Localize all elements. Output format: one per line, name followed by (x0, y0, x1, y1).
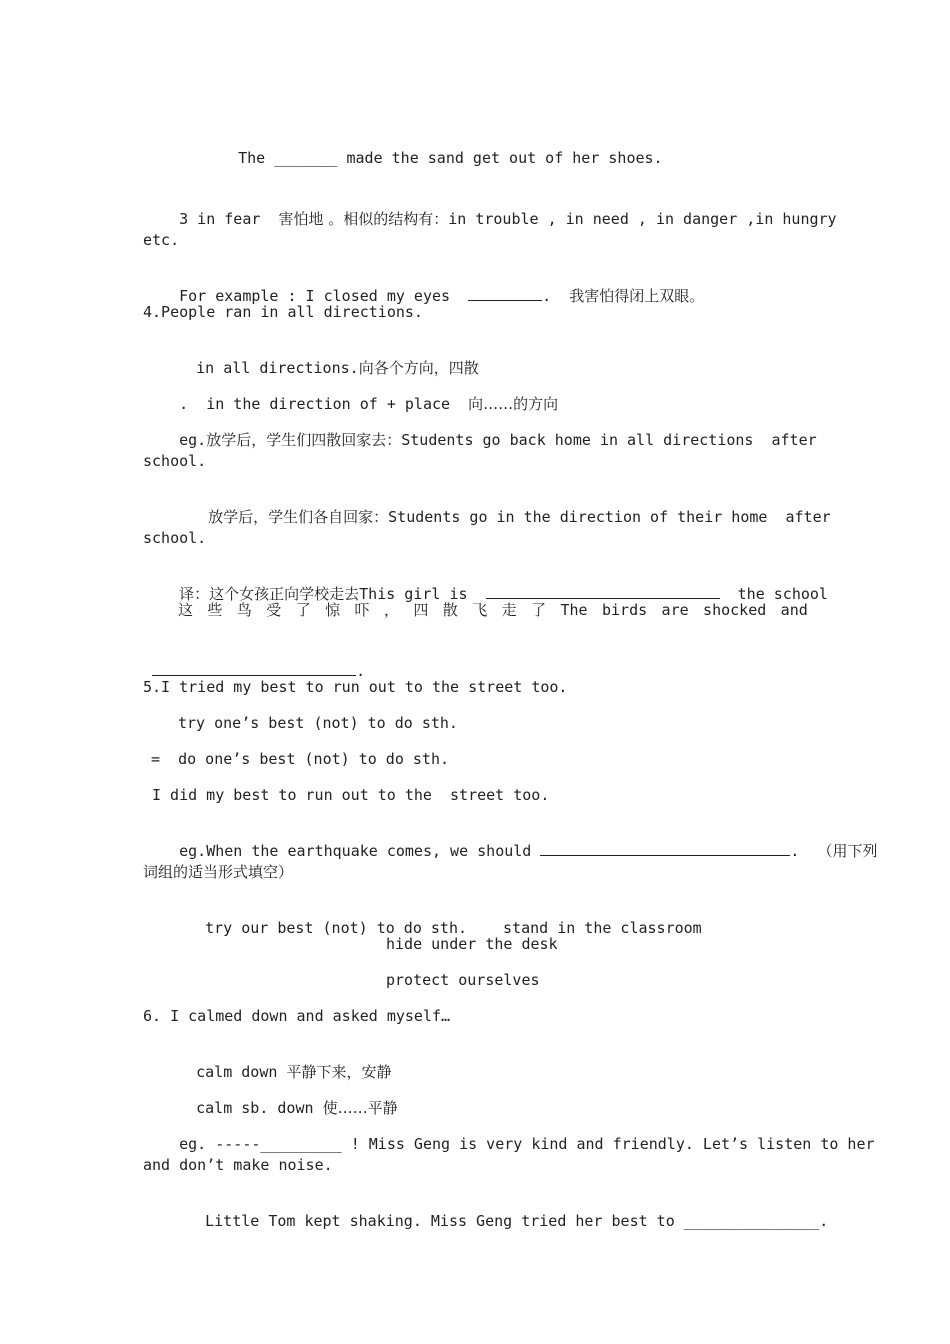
school-text: school. (143, 452, 207, 470)
sentence-little-tom: Little Tom kept shaking. Miss Geng tried her best to _______________. (205, 1212, 829, 1230)
word: 惊 (325, 601, 341, 619)
word: 些 (207, 601, 223, 619)
phrase-calm-sb-down: calm sb. down 使……平静 (196, 1099, 398, 1117)
blank: _______ (274, 149, 338, 167)
word: birds (601, 601, 648, 619)
phrase-in-all-directions: in all directions.向各个方向，四散 (196, 359, 479, 377)
instruction-text: 词组的适当形式填空） (143, 863, 294, 881)
answer-blank (468, 286, 542, 301)
item-5-heading: 5.I tried my best to run out to the street too. (143, 678, 568, 696)
for-example-line: For example : I closed my eyes . 我害怕得闭上双眼。 (179, 287, 705, 305)
word: 了 (531, 601, 547, 619)
example-miss-geng: eg. -----_________ ! Miss Geng is very kind and friendly. Let’s listen to her (179, 1135, 875, 1153)
word: 飞 (472, 601, 488, 619)
blank: _______________ (683, 1212, 820, 1230)
word: 四 (413, 601, 429, 619)
phrase-calm-down: calm down 平静下来，安静 (196, 1063, 392, 1081)
word: 这 (178, 601, 194, 619)
word: are (661, 601, 689, 619)
phrase-in-the-direction-of: . in the direction of + place 向……的方向 (179, 395, 559, 413)
phrase-option: hide under the desk (386, 935, 558, 953)
word: 散 (442, 601, 458, 619)
word: shocked (703, 601, 767, 619)
word: 吓 (354, 601, 370, 619)
word: 走 (501, 601, 517, 619)
sentence-sand: The _______ made the sand get out of her shoes. (238, 149, 663, 167)
example-earthquake: eg.When the earthquake comes, we should . （用下列 (179, 842, 878, 860)
etc-text: etc. (143, 231, 180, 249)
blank: _________ (260, 1135, 342, 1153)
phrase-option: protect ourselves (386, 971, 540, 989)
example-direction-of-home: 放学后，学生们各自回家：Students go in the direction of their home after (208, 508, 831, 526)
answer-blank (152, 661, 356, 676)
item-4-heading: 4.People ran in all directions. (143, 303, 423, 321)
school-text: school. (143, 529, 207, 547)
sentence-did-best: I did my best to run out to the street too. (152, 786, 550, 804)
phrase-do-best: = do one’s best (not) to do sth. (151, 750, 450, 768)
phrase-options-row: try our best (not) to do sth. stand in the classroom (205, 919, 702, 937)
word: ， (383, 601, 399, 619)
word: The (560, 601, 588, 619)
word: 了 (295, 601, 311, 619)
translate-birds-line (178, 600, 808, 620)
translate-girl-line: 译：这个女孩正向学校走去This girl is the school (179, 585, 828, 603)
phrase-try-best: try one’s best (not) to do sth. (178, 714, 458, 732)
item-3-in-fear: 3 in fear 害怕地 。相似的结构有：in trouble , in need , in danger ,in hungry (179, 210, 837, 228)
answer-blank (540, 841, 790, 856)
answer-blank (486, 584, 720, 599)
example-go-home-all-directions: eg.放学后，学生们四散回家去：Students go back home in all directions after (179, 431, 817, 449)
birds-answer-line: . (116, 641, 365, 701)
word: and (780, 601, 808, 619)
sentence-dont-make-noise: and don’t make noise. (143, 1156, 333, 1174)
item-6-heading: 6. I calmed down and asked myself… (143, 1007, 451, 1025)
word: 鸟 (236, 601, 252, 619)
word: 受 (266, 601, 282, 619)
